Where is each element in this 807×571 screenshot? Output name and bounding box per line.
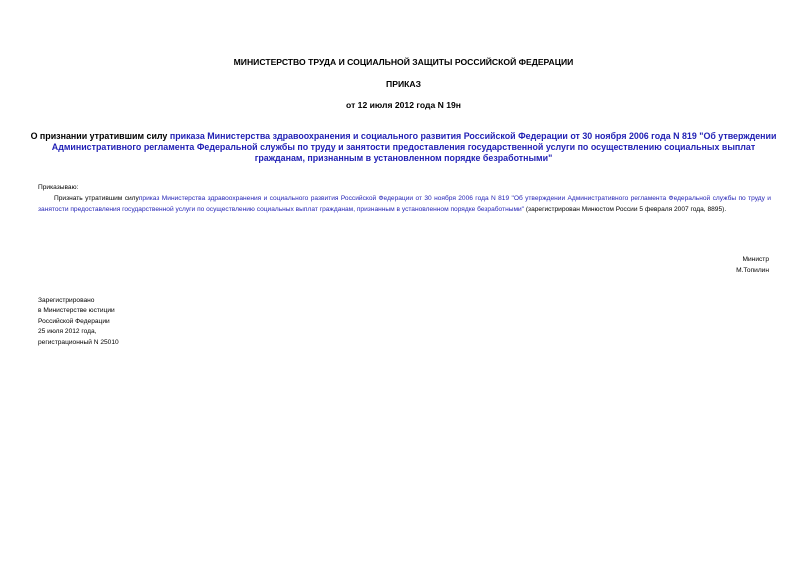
signature-position: Министр: [742, 256, 769, 263]
ministry-heading: МИНИСТЕРСТВО ТРУДА И СОЦИАЛЬНОЙ ЗАЩИТЫ РОССИЙСКОЙ ФЕДЕРАЦИИ: [233, 57, 574, 67]
registration-line: 25 июля 2012 года,: [38, 328, 97, 336]
order-word: Приказываю:: [38, 184, 79, 191]
registration-line: Зарегистрировано: [38, 297, 95, 304]
paragraph-prefix: Признать утратившим силу: [54, 195, 139, 202]
registration-line: Российской Федерации: [38, 317, 110, 325]
signature-name: М.Топилин: [736, 266, 769, 274]
document-type: ПРИКАЗ: [386, 79, 421, 89]
document-title: [30, 131, 777, 165]
signature-block: [736, 255, 769, 276]
registration-line: в Министерстве юстиции: [38, 307, 115, 315]
title-link[interactable]: приказа Министерства здравоохранения и социального развития Российской Федерации от 30 ноября 2006 года N 819 "Об утверждении Административного регламента Федеральной службы по труду и занятости предоставления государственной услуги по осуществлению социальных выплат гражданам, признанным в установленном порядке безработными": [51, 131, 777, 164]
title-prefix: О признании утратившим силу: [30, 131, 170, 141]
document-date-number: от 12 июля 2012 года N 19н: [346, 100, 461, 110]
paragraph-link[interactable]: приказ Министерства здравоохранения и социального развития Российской Федерации от 30 ноября 2006 года N 819 "Об утверждении Административного регламента Федеральной службы по труду и занятости предоставления государственной услуги по осуществлению социальных выплат гражданам, признанным в установленном порядке безработными": [38, 195, 771, 213]
registration-line: регистрационный N 25010: [38, 338, 119, 346]
registration-block: [38, 296, 119, 348]
order-paragraph: [38, 194, 771, 215]
paragraph-suffix: (зарегистрирован Минюстом России 5 февраля 2007 года, 8895).: [524, 205, 727, 213]
